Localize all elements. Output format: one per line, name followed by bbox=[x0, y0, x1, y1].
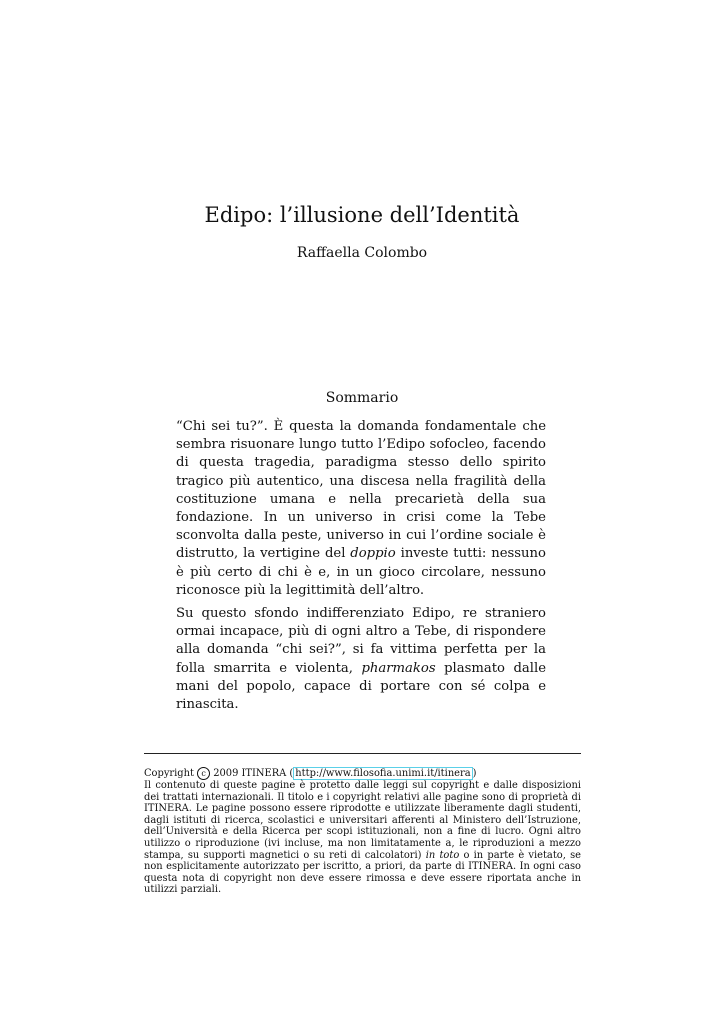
copyright-footnote bbox=[144, 767, 581, 896]
copyright-text-italic: in toto bbox=[425, 849, 460, 861]
abstract-p1-italic: doppio bbox=[350, 546, 396, 562]
footnote-rule bbox=[144, 753, 581, 754]
itinera-url-link[interactable]: http://www.filosofia.unimi.it/itinera bbox=[295, 768, 471, 779]
copyright-text-a: Il contenuto di queste pagine è protetto dalle leggi sul copyright e dalle disposizioni dei trattati internazionali. Il titolo e i copyright relativi alle pagine sono di proprietà di ITINERA. Le pagine possono essere riprodotte e utilizzate liberamente dagli studenti, dagli istituti di ricerca, scolastici e universitari afferenti al Ministero dell’Istruzione, dell’Università e della Ricerca per scopi istituzionali, non a fine di lucro. Ogni altro utilizzo o riproduzione (ivi incluse, ma non limitatamente a, le riproduzioni a mezzo stampa, su supporti magnetici o su reti di calcolatori) bbox=[144, 780, 581, 861]
author-name: Raffaella Colombo bbox=[296, 245, 428, 261]
abstract-p1-text-a: “Chi sei tu?”. È questa la domanda fondamentale che sembra risuonare lungo tutto l’Edipo sofocleo, facendo di questa tragedia, paradigma stesso dello spirito tragico più autentico, una discesa nella fragilità della costituzione umana e nella precarietà della sua fondazione. In un universo in crisi come la Tebe sconvolta dalla peste, universo in cui l’ordine sociale è distrutto, la vertigine del bbox=[176, 419, 546, 562]
abstract-paragraph-2 bbox=[176, 605, 546, 714]
abstract-p2-text-a: Su questo sfondo indifferenziato Edipo, re straniero ormai incapace, più di ogni altro a Tebe, di rispondere alla domanda “chi sei?”, si fa vittima perfetta per la folla smarrita e violenta, bbox=[176, 606, 546, 676]
abstract-p2-text-b: plasmato dalle mani del popolo, capace di portare con sé colpa e rinascita. bbox=[176, 660, 547, 713]
abstract-body bbox=[176, 418, 546, 714]
copyright-symbol-icon: c bbox=[197, 767, 210, 780]
copyright-year-org: 2009 ITINERA bbox=[213, 768, 287, 779]
abstract-p2-italic: pharmakos bbox=[361, 660, 436, 676]
copyright-text-b: o in parte è vietato, se non esplicitamente autorizzato per iscritto, a priori, da parte di ITINERA. In ogni caso questa nota di copyright non deve essere rimossa e deve essere riportata anche in utilizzi parziali. bbox=[144, 849, 581, 896]
abstract-p1-text-b: investe tutti: nessuno è più certo di chi è e, in un gioco circolare, nessuno riconosce più la legittimità dell’altro. bbox=[176, 546, 546, 598]
copyright-label: Copyright bbox=[144, 768, 194, 779]
paper-title: Edipo: l’illusione dell’Identità bbox=[204, 203, 520, 227]
copyright-notice bbox=[144, 780, 581, 896]
abstract-paragraph-1 bbox=[176, 418, 546, 600]
copyright-line: Copyright c 2009 ITINERA ( http://www.filosofia.unimi.it/itinera ) bbox=[144, 768, 477, 779]
abstract-heading: Sommario bbox=[325, 390, 399, 406]
